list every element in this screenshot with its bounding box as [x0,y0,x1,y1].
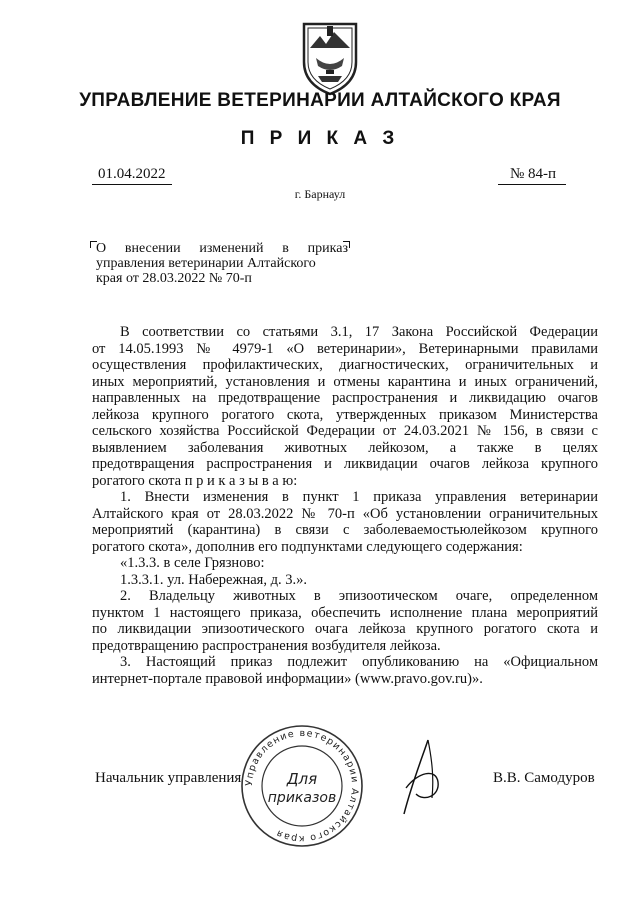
organization-title: УПРАВЛЕНИЕ ВЕТЕРИНАРИИ АЛТАЙСКОГО КРАЯ [79,90,561,111]
stamp-center-line-1: Для [286,770,318,788]
subject-line: края от 28.03.2022 № 70-п [96,271,252,286]
stamp-center-line-2: приказов [267,790,337,806]
paragraph-preamble [92,324,598,489]
subject-line: управления ветеринарии Алтайского [96,256,316,271]
document-city: г. Барнаул [294,187,346,201]
text-line: 1. Внести изменения в пункт 1 приказа управления ветеринарии [120,489,598,505]
text-line: иных мероприятий, установления и отмены карантина и иных ограничений, [92,373,598,390]
text-line: выявлением заболевания животных лейкозом, а также в целях [92,439,598,456]
signature-name: В.В. Самодуров [493,770,595,786]
paragraph-subitem-street [92,572,598,589]
signature-title: Начальник управления [95,770,242,786]
document-date: 01.04.2022 [98,166,166,182]
text-line: направленных на предотвращение распространения и ликвидацию очагов [92,390,598,406]
document-subject [96,241,348,286]
text-line: 3. Настоящий приказ подлежит опубликованию на «Официальном [120,654,598,670]
text-line: мероприятий (карантина) в связи с заболеваемостьюлейкозом крупного [92,522,598,538]
document-number: № 84-п [510,166,557,182]
handwritten-signature [398,738,450,816]
text-line: предотвращению распространения возбудителя лейкоза. [92,637,441,654]
text-line: 2. Владельцу животных в эпизоотическом очаге, определенном [120,588,598,604]
text-line: по ликвидации эпизоотического очага лейкоза крупного рогатого скота и [92,621,598,637]
text-line: лейкоза крупного рогатого скота, утвержденных приказом Министерства [92,406,598,423]
document-type-heading: П Р И К А З [240,128,400,149]
text-line: интернет-портале правовой информации» (www.pravo.gov.ru)». [92,670,483,687]
paragraph-subitem-village [92,555,598,572]
text-line: предотвращения распространения и ликвидации очагов лейкоза крупного [92,456,598,472]
text-line: пунктом 1 настоящего приказа, обеспечить исполнение плана мероприятий [92,604,598,621]
text-line: от 14.05.1993 № 4979-1 «О ветеринарии», Ветеринарными правилами [92,340,598,357]
text-line: «1.3.3. в селе Грязново: [120,555,265,571]
paragraph-item-1 [92,489,598,555]
text-line: осуществления профилактических, диагностических, ограничительных и [92,357,598,373]
paragraph-item-3 [92,654,598,687]
official-stamp [238,722,366,850]
text-line: рогатого скота п р и к а з ы в а ю: [92,472,298,489]
text-line: 1.3.3.1. ул. Набережная, д. 3.». [120,571,307,588]
number-underline [498,184,566,185]
coat-of-arms-emblem [296,18,364,96]
document-body [92,324,598,687]
subject-line: О внесении изменений в приказ [96,241,348,256]
text-line: Алтайского края от 28.03.2022 № 70-п «Об установлении ограничительных [92,505,598,522]
paragraph-item-2 [92,588,598,654]
text-line: В соответствии со статьями 3.1, 17 Закона Российской Федерации [120,324,598,340]
date-underline [92,184,172,185]
stamp-ring-text: Управление ветеринарии Алтайского края [243,727,361,845]
text-line: сельского хозяйства Российской Федерации от 24.03.2021 № 156, в связи с [92,423,598,439]
text-line: рогатого скота», дополнив его подпунктами следующего содержания: [92,538,523,555]
